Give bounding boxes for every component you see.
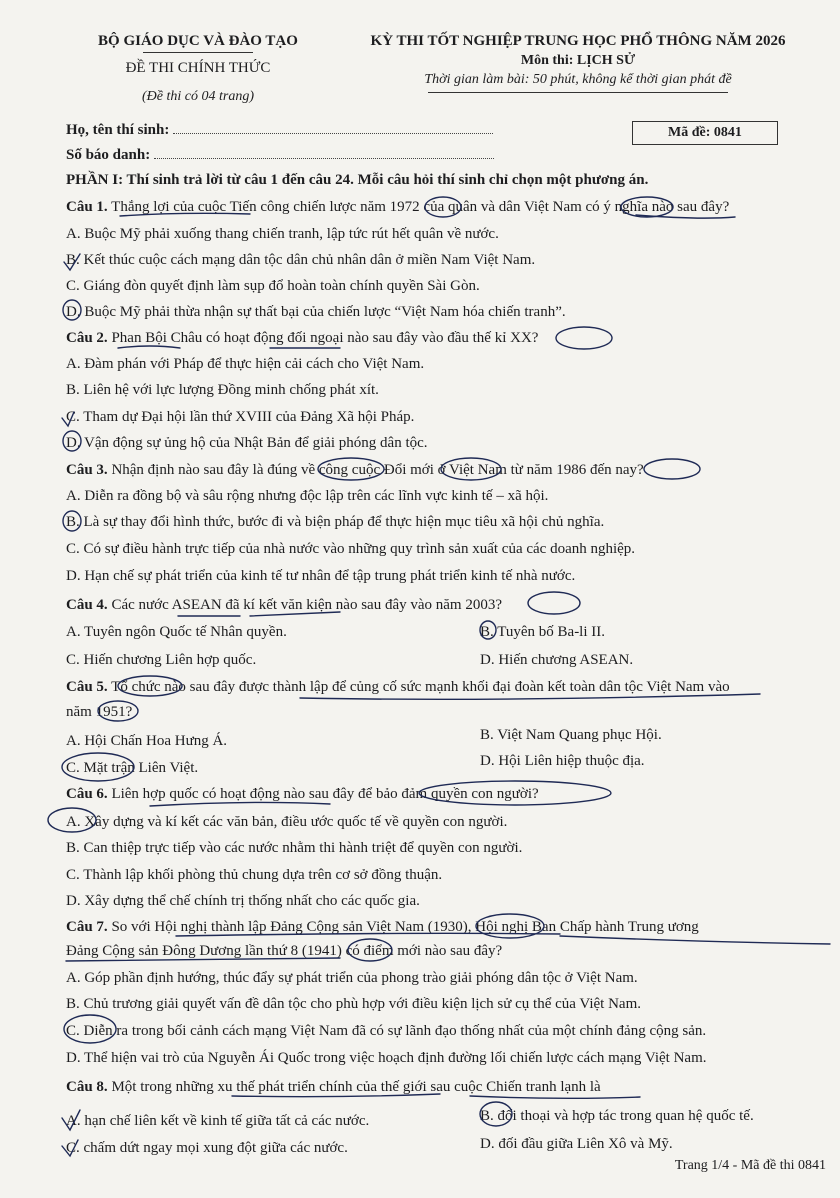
underline-mark [560,936,830,944]
exam-title: KỲ THI TỐT NGHIỆP TRUNG HỌC PHỔ THÔNG NĂM 2026 [370,33,786,49]
q4-option-a[interactable]: A. Tuyên ngôn Quốc tế Nhân quyền. [66,624,287,640]
exam-code-box: Mã đề: 0841 [632,121,778,145]
question-text: Nhận định nào sau đây là đúng về công cuộc Đổi mới ở Việt Nam từ năm 1986 đến nay? [107,462,644,478]
official-label: ĐỀ THI CHÍNH THỨC [125,60,271,76]
circle-mark [528,592,580,614]
circle-mark [644,459,700,479]
question-text: So với Hội nghị thành lập Đảng Cộng sản Việt Nam (1930), Hội nghị Ban Chấp hành Trung ương [107,919,699,935]
q4-option-d[interactable]: D. Hiến chương ASEAN. [480,652,634,668]
question-number: Câu 6. [66,786,108,802]
q7-option-d[interactable]: D. Thể hiện vai trò của Nguyễn Ái Quốc trong việc hoạch định đường lối chiến lược cách mạng Việt Nam. [66,1050,707,1066]
question-text: Liên hợp quốc có hoạt động nào sau đây để bảo đảm quyền con người? [107,786,539,802]
question-text: Phan Bội Châu có hoạt động đối ngoại nào sau đây vào đầu thế kỉ XX? [107,330,539,346]
header-right [358,30,798,93]
question-number: Câu 7. [66,919,108,935]
question-text: Thắng lợi của cuộc Tiến công chiến lược năm 1972 của quân và dân Việt Nam có ý nghĩa nào sau đây? [107,199,730,215]
circle-mark [556,327,612,349]
question-7 [66,917,699,937]
q8-option-d[interactable]: D. đối đầu giữa Liên Xô và Mỹ. [480,1136,673,1152]
question-text: Các nước ASEAN đã kí kết văn kiện nào sau đây vào năm 2003? [107,597,502,613]
q5-option-d[interactable]: D. Hội Liên hiệp thuộc địa. [480,753,645,769]
q6-option-c[interactable]: C. Thành lập khối phòng thủ chung dựa trên cơ sở đồng thuận. [66,867,443,883]
student-id-field[interactable] [154,146,494,159]
q6-option-a[interactable]: A. Xây dựng và kí kết các văn bản, điều ước quốc tế về quyền con người. [66,814,508,830]
q2-option-a[interactable]: A. Đàm phán với Pháp để thực hiện cải cách cho Việt Nam. [66,356,425,372]
q2-option-b[interactable]: B. Liên hệ với lực lượng Đồng minh chống phát xít. [66,382,379,398]
q1-option-a[interactable]: A. Buộc Mỹ phải xuống thang chiến tranh, lập tức rút hết quân về nước. [66,226,499,242]
q3-option-b[interactable]: B. Là sự thay đổi hình thức, bước đi và biện pháp để thực hiện mục tiêu xã hội chủ nghĩa. [66,514,605,530]
question-2 [66,328,538,348]
question-5-continued: năm 1951? [66,704,133,720]
part-one-heading: PHẦN I: Thí sinh trả lời từ câu 1 đến câu 24. Mỗi câu hỏi thí sinh chỉ chọn một phương án. [66,172,649,188]
question-number: Câu 5. [66,679,108,695]
q3-option-a[interactable]: A. Diễn ra đồng bộ và sâu rộng nhưng độc lập trên các lĩnh vực kinh tế – xã hội. [66,488,549,504]
q6-option-b[interactable]: B. Can thiệp trực tiếp vào các nước nhằm thi hành triệt để quyền con người. [66,840,523,856]
pages-note: (Đề thi có 04 trang) [142,89,254,104]
student-id-label: Số báo danh: [66,147,151,163]
question-3 [66,460,644,480]
q4-option-c[interactable]: C. Hiến chương Liên hợp quốc. [66,652,257,668]
q1-option-d[interactable]: D. Buộc Mỹ phải thừa nhận sự thất bại của chiến lược “Việt Nam hóa chiến tranh”. [66,304,566,320]
q6-option-d[interactable]: D. Xây dựng thể chế chính trị thống nhất cho các quốc gia. [66,893,420,909]
question-6 [66,784,539,804]
duration-label: Thời gian làm bài: 50 phút, không kể thời gian phát đề [424,72,732,87]
q8-option-a[interactable]: A. hạn chế liên kết về kinh tế giữa tất cả các nước. [66,1113,370,1129]
q2-option-c[interactable]: C. Tham dự Đại hội lần thứ XVIII của Đảng Xã hội Pháp. [66,409,415,425]
q8-option-b[interactable]: B. đối thoại và hợp tác trong quan hệ quốc tế. [480,1108,754,1124]
question-1 [66,197,729,217]
q7-option-b[interactable]: B. Chủ trương giải quyết vấn đề dân tộc cho phù hợp với điều kiện lịch sử cụ thể của Việt Nam. [66,996,642,1012]
ministry-rule [143,52,253,53]
ministry-name: BỘ GIÁO DỤC VÀ ĐÀO TẠO [98,33,298,49]
question-4 [66,595,502,615]
q5-option-c[interactable]: C. Mặt trận Liên Việt. [66,760,199,776]
question-text: Tổ chức nào sau đây được thành lập để củng cố sức mạnh khối đại đoàn kết toàn dân tộc Việt Nam vào [107,679,730,695]
q2-option-d[interactable]: D. Vận động sự ủng hộ của Nhật Bản để giải phóng dân tộc. [66,435,428,451]
question-7-continued: Đảng Cộng sản Đông Dương lần thứ 8 (1941) có điểm mới nào sau đây? [66,943,503,959]
question-text: Một trong những xu thế phát triển chính của thế giới sau cuộc Chiến tranh lạnh là [107,1079,601,1095]
student-id-row [66,146,494,164]
q5-option-a[interactable]: A. Hội Chấn Hoa Hưng Á. [66,733,228,749]
q5-option-b[interactable]: B. Việt Nam Quang phục Hội. [480,727,662,743]
q1-option-b[interactable]: B. Kết thúc cuộc cách mạng dân tộc dân chủ nhân dân ở miền Nam Việt Nam. [66,252,536,268]
q7-option-c[interactable]: C. Diễn ra trong bối cảnh cách mạng Việt Nam đã có sự lãnh đạo thống nhất của một chính đảng cộng sản. [66,1023,707,1039]
question-number: Câu 3. [66,462,108,478]
q7-option-a[interactable]: A. Góp phần định hướng, thúc đẩy sự phát triển của phong trào giải phóng dân tộc ở Việt Nam. [66,970,638,986]
question-number: Câu 4. [66,597,108,613]
student-name-label: Họ, tên thí sinh: [66,122,170,138]
q4-option-b[interactable]: B. Tuyên bố Ba-li II. [480,624,606,640]
q1-option-c[interactable]: C. Giáng đòn quyết định làm sụp đổ hoàn toàn chính quyền Sài Gòn. [66,278,480,294]
subject-label: Môn thi: LỊCH SỬ [520,53,636,68]
question-number: Câu 1. [66,199,108,215]
q3-option-d[interactable]: D. Hạn chế sự phát triển của kinh tế tư nhân để tập trung phát triển kinh tế nhà nước. [66,568,576,584]
student-name-field[interactable] [173,121,493,134]
question-5 [66,677,730,697]
q3-option-c[interactable]: C. Có sự điều hành trực tiếp của nhà nước vào những quy trình sản xuất của các doanh nghiệp. [66,541,636,557]
question-number: Câu 2. [66,330,108,346]
question-8 [66,1077,601,1097]
question-number: Câu 8. [66,1079,108,1095]
student-name-row [66,121,493,139]
header-left [88,30,308,109]
duration-rule [428,92,728,93]
q8-option-c[interactable]: C. chấm dứt ngay mọi xung đột giữa các nước. [66,1140,348,1156]
page-footer: Trang 1/4 - Mã đề thi 0841 [674,1158,826,1173]
